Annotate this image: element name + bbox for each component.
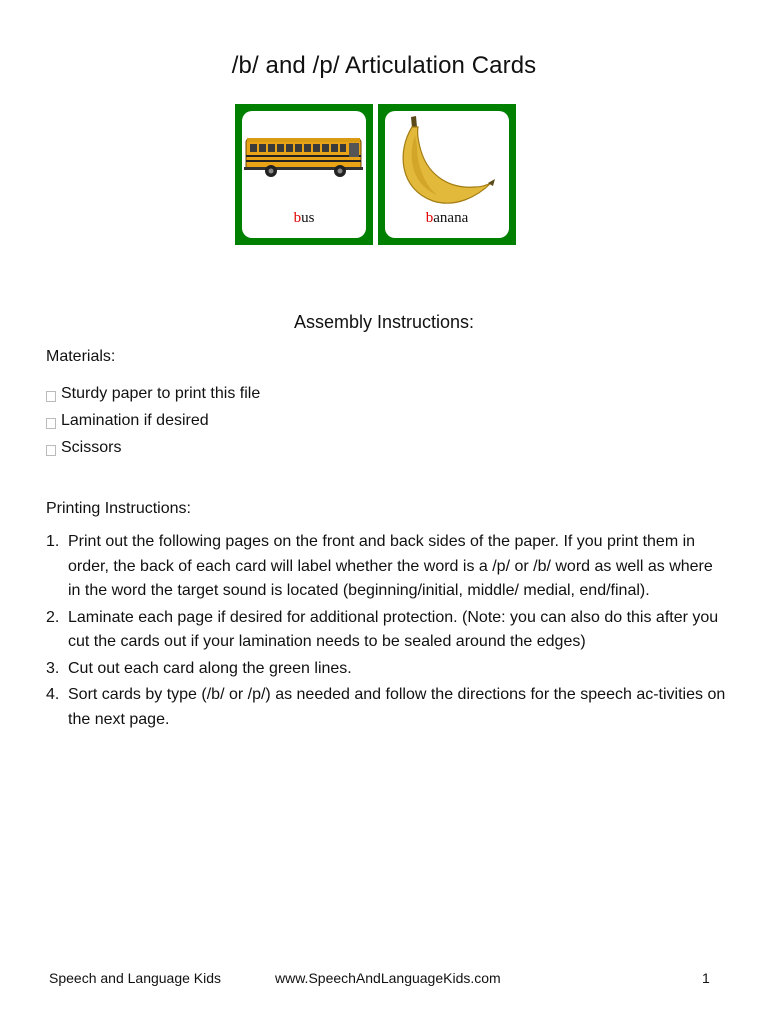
bullet-box-icon (46, 391, 56, 402)
step-text: Cut out each card along the green lines. (68, 659, 352, 677)
footer-site-name: Speech and Language Kids (49, 970, 222, 986)
footer-page-number: 1 (702, 970, 710, 986)
step-text: Sort cards by type (/b/ or /p/) as needed and follow the directions for the speech ac-tivities on the next page. (68, 686, 726, 728)
list-item (46, 657, 726, 682)
step-number: 4. (46, 686, 60, 703)
step-number: 1. (46, 533, 60, 550)
printing-label: Printing Instructions: (46, 500, 191, 517)
bullet-box-icon (46, 418, 56, 429)
materials-label: Materials: (46, 348, 116, 365)
card-banana (378, 104, 516, 245)
list-item (46, 606, 726, 655)
card-word-rest: us (301, 210, 315, 226)
card-target-letter: b (293, 210, 302, 226)
list-item (46, 407, 260, 434)
step-number: 3. (46, 659, 60, 677)
page-title: /b/ and /p/ Articulation Cards (231, 52, 537, 79)
material-text: Scissors (61, 438, 122, 456)
assembly-heading: Assembly Instructions: (293, 312, 475, 332)
step-number: 2. (46, 608, 60, 626)
card-target-letter: b (425, 210, 434, 226)
card-word-rest: anana (433, 210, 469, 226)
material-text: Sturdy paper to print this file (61, 384, 261, 402)
printing-steps (46, 530, 726, 734)
card-bus (235, 104, 373, 245)
material-text: Lamination if desired (61, 411, 209, 429)
materials-list (46, 380, 260, 461)
footer-url: www.SpeechAndLanguageKids.com (275, 970, 501, 986)
card-word-banana (385, 210, 509, 227)
list-item (46, 434, 260, 461)
step-text: Print out the following pages on the front and back sides of the paper. If you print them in order, the back of each card will label whether the word is a /p/ or /b/ word as well as where in the word the target sound is located (beginning/initial, middle/ medial, end/final). (68, 533, 713, 599)
list-item (46, 530, 726, 604)
card-word-bus (242, 210, 366, 227)
list-item (46, 683, 726, 732)
step-text: Laminate each page if desired for additional protection. (Note: you can also do this after you cut the cards out if your lamination needs to be sealed around the edges) (68, 608, 719, 650)
bullet-box-icon (46, 445, 56, 456)
list-item (46, 380, 260, 407)
